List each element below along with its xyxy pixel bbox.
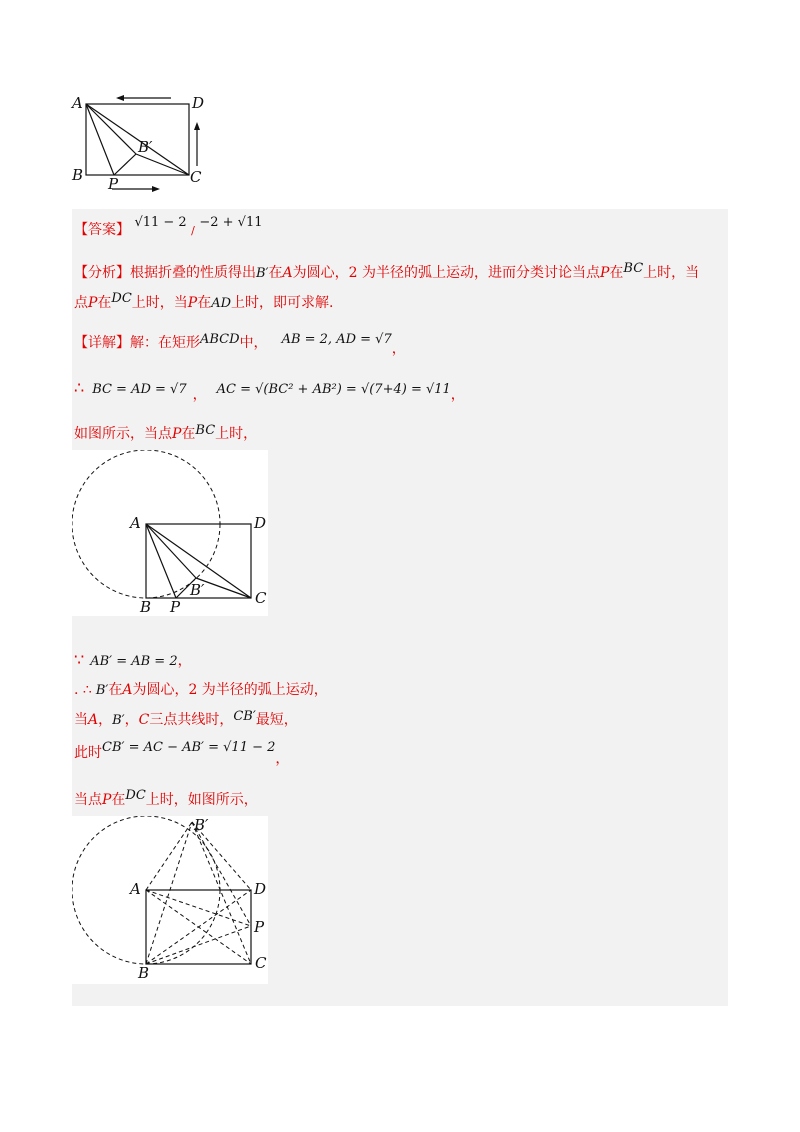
analysis-line-1 xyxy=(74,263,699,284)
analysis-math: DC xyxy=(111,291,132,306)
detail-math: BC = AD = √7 xyxy=(92,382,187,397)
detail-line-3 xyxy=(74,424,257,445)
detail-math: AC = √(BC² + AB²) = √(7+4) = √11 xyxy=(216,382,451,397)
analysis-text: 在 xyxy=(609,265,624,281)
detail-math: CB′ = AC − AB′ = √11 − 2 xyxy=(102,740,276,755)
detail-line-8 xyxy=(74,790,258,811)
detail-text: ， xyxy=(450,387,465,403)
answer-value-2: −2 + √11 xyxy=(199,215,263,230)
svg-text:A: A xyxy=(130,514,141,532)
detail-point: A xyxy=(122,682,133,698)
detail-math: B′ xyxy=(112,713,125,728)
detail-text: 上时， xyxy=(215,426,258,442)
analysis-text: 上时，当 xyxy=(643,265,700,281)
detail-math: B′ xyxy=(95,683,109,698)
answer-value-1: √11 − 2 xyxy=(134,215,187,230)
answer-line xyxy=(74,215,263,241)
detail-line-4 xyxy=(74,650,192,672)
therefore-symbol: . ∴ xyxy=(74,682,92,698)
figure-p-on-dc xyxy=(72,816,268,984)
svg-text:B′: B′ xyxy=(190,581,205,599)
answer-separator: / xyxy=(191,224,195,237)
label-B-prime: B′ xyxy=(138,138,153,156)
answer-tag: 【答案】 xyxy=(74,222,130,238)
detail-text: ， xyxy=(98,712,113,728)
label-C: C xyxy=(190,168,202,186)
svg-text:C: C xyxy=(255,954,267,972)
detail-point: P xyxy=(172,426,182,442)
detail-math: BC xyxy=(195,423,216,438)
figure-p-on-bc xyxy=(72,450,268,616)
label-D: D xyxy=(192,94,205,112)
detail-text: 最短， xyxy=(255,712,298,728)
detail-text: 此时 xyxy=(74,745,102,761)
analysis-text: 为圆心，2 为半径的弧上运动，进而分类讨论当点 xyxy=(292,265,600,281)
svg-text:P: P xyxy=(254,918,265,936)
analysis-text: 在 xyxy=(268,265,283,281)
detail-text: 三点共线时， xyxy=(149,712,234,728)
detail-point: C xyxy=(138,712,150,728)
detail-text: 中， xyxy=(239,335,268,351)
analysis-text: 在 xyxy=(197,295,212,311)
figure-3-box xyxy=(72,816,268,984)
analysis-math: BC xyxy=(623,261,644,276)
detail-text: 当点 xyxy=(74,792,102,808)
detail-text: ， xyxy=(177,653,192,669)
detail-math: ABCD xyxy=(200,332,240,347)
analysis-line-2 xyxy=(74,293,333,314)
analysis-point: A xyxy=(282,265,293,281)
figure-2-box xyxy=(72,450,268,616)
svg-text:D: D xyxy=(254,880,267,898)
detail-text: 解：在矩形 xyxy=(130,335,200,351)
analysis-point: P xyxy=(187,295,198,311)
detail-text: 在 xyxy=(181,426,196,442)
analysis-text: 在 xyxy=(97,295,112,311)
detail-line-2 xyxy=(74,378,465,403)
analysis-math: AD xyxy=(211,296,232,311)
detail-math: CB′ xyxy=(233,709,256,724)
detail-text: ， xyxy=(391,341,406,357)
analysis-point: P xyxy=(88,295,98,311)
detail-text: ， xyxy=(124,712,139,728)
detail-line-6 xyxy=(74,710,298,731)
svg-text:A: A xyxy=(130,880,141,898)
detail-tag: 【详解】 xyxy=(74,335,130,351)
detail-text: 上时，如图所示， xyxy=(145,792,258,808)
detail-line-1 xyxy=(74,332,406,357)
svg-text:C: C xyxy=(255,589,267,607)
analysis-text: 根据折叠的性质得出 xyxy=(130,265,256,281)
analysis-math: B′ xyxy=(256,266,269,281)
because-symbol: ∵ xyxy=(74,650,85,669)
figure-rectangle-fold-arrows xyxy=(66,88,216,200)
detail-line-7 xyxy=(74,740,290,767)
analysis-text: 点 xyxy=(74,295,88,311)
analysis-text: 上时，即可求解. xyxy=(231,295,334,311)
detail-text: ， xyxy=(192,387,207,403)
svg-text:B: B xyxy=(140,598,152,616)
analysis-text: 上时，当 xyxy=(131,295,188,311)
detail-text: 当 xyxy=(74,712,88,728)
detail-text: 在 xyxy=(108,682,123,698)
analysis-point: P xyxy=(600,265,610,281)
detail-point: P xyxy=(102,792,112,808)
detail-text: ， xyxy=(275,751,290,767)
svg-text:P: P xyxy=(170,598,181,616)
svg-text:B′: B′ xyxy=(194,816,209,834)
svg-text:B: B xyxy=(138,964,150,982)
detail-point: A xyxy=(88,712,99,728)
detail-math: AB = 2, AD = √7 xyxy=(281,332,392,347)
detail-text: 如图所示，当点 xyxy=(74,426,172,442)
detail-text: 在 xyxy=(111,792,126,808)
analysis-tag: 【分析】 xyxy=(74,265,130,281)
label-B: B xyxy=(72,166,84,184)
label-P: P xyxy=(108,175,119,193)
detail-math: DC xyxy=(125,788,146,803)
svg-text:D: D xyxy=(254,514,267,532)
detail-text: 为圆心，2 为半径的弧上运动， xyxy=(132,682,328,698)
detail-line-5 xyxy=(74,680,328,701)
detail-math: AB′ = AB = 2 xyxy=(90,654,178,669)
therefore-symbol: ∴ xyxy=(74,378,85,397)
label-A: A xyxy=(72,94,83,112)
